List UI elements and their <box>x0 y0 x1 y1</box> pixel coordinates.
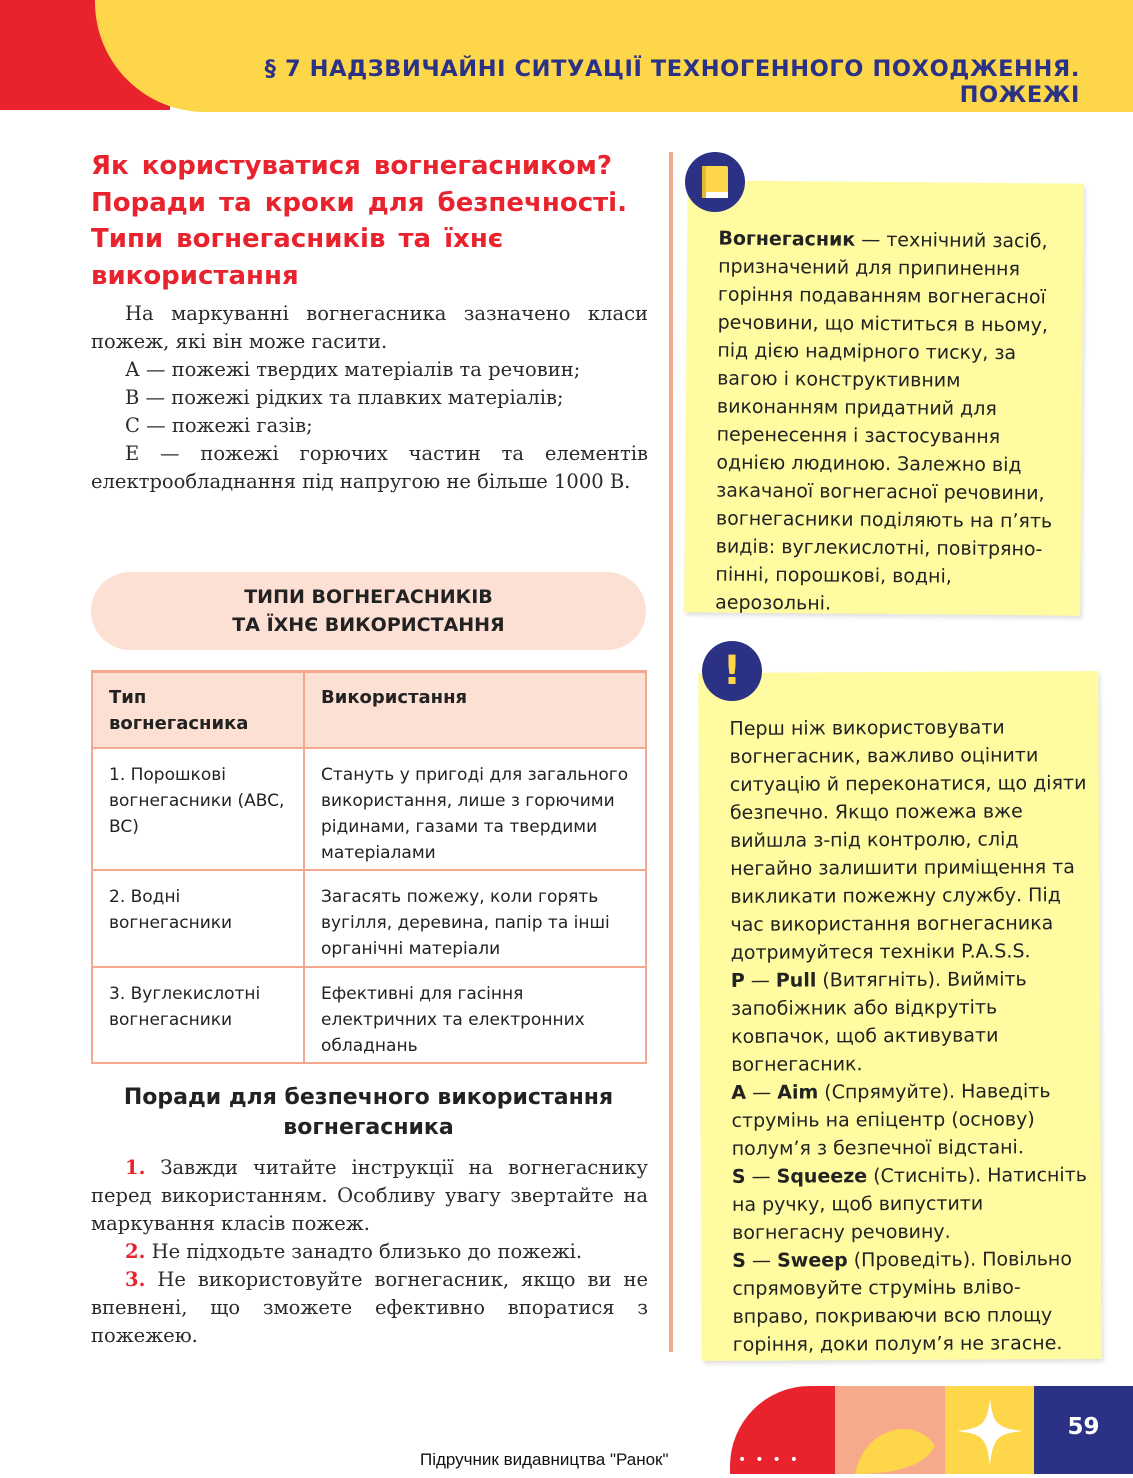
tips-list <box>91 1154 648 1350</box>
table-cell: 3. Вуглекислотні вогнегасники <box>92 967 304 1063</box>
warning-note <box>698 671 1102 1361</box>
heading-line: Як користуватися вогнегасником? <box>91 151 612 181</box>
pass-step: S — Squeeze (Стисніть). Натисніть на ручку, щоб випустити вогнегасну речовину. <box>731 1164 1088 1244</box>
class-item: Е — пожежі горючих частин та елементів електрообладнання під напругою не більше 1000 В. <box>91 442 648 493</box>
list-item <box>91 1266 648 1350</box>
chapter-title: § 7 НАДЗВИЧАЙНІ СИТУАЦІЇ ТЕХНОГЕННОГО ПОХОДЖЕННЯ. ПОЖЕЖІ <box>264 56 1080 108</box>
tip-text: Не підходьте занадто близько до пожежі. <box>151 1240 583 1263</box>
types-title-line: ТА ЇХНЄ ВИКОРИСТАННЯ <box>232 614 505 636</box>
table-row <box>92 870 646 967</box>
table-cell: 2. Водні вогнегасники <box>92 870 304 967</box>
sparkle-icon <box>945 1386 1035 1474</box>
fire-classes-text <box>91 300 648 496</box>
table-header-cell: Тип вогнегасника <box>92 672 304 749</box>
tip-text: Не використовуйте вогнегасник, якщо ви не впевнені, що зможете ефективно впоратися з пожежею. <box>91 1268 648 1347</box>
types-heading-box <box>91 572 646 650</box>
section-heading <box>91 148 651 294</box>
exclamation-icon: ! <box>702 641 762 701</box>
definition-text <box>715 225 1071 620</box>
heading-line: Типи вогнегасників та їхнє <box>91 224 504 254</box>
types-title-line: ТИПИ ВОГНЕГАСНИКІВ <box>244 586 493 608</box>
table-header-row <box>92 672 646 749</box>
warning-text <box>729 713 1089 1359</box>
definition-body: — технічний засіб, призначений для припинення горіння подаванням вогнегасної речовини, що міститься в ньому, під дією надмірного тиску, за вагою і конструктивним виконанням придатний для перенесення і застосування однією людиною. Залежно від закачаної вогнегасної речовини, вогнегасники поділяють на п’ять видів: вуглекислотні, повітряно-пінні, порошкові, водні, аерозольні. <box>715 228 1053 615</box>
definition-note <box>684 180 1084 615</box>
footer-star-block <box>945 1386 1035 1474</box>
page-number: 59 <box>1067 1414 1100 1440</box>
class-item: С — пожежі газів; <box>125 414 313 437</box>
tips-title: Поради для безпечного використання вогнегасника <box>123 1085 614 1140</box>
definition-term: Вогнегасник <box>718 227 856 251</box>
column-divider <box>669 152 673 1352</box>
list-item <box>91 1154 648 1238</box>
extinguisher-types-table <box>91 670 647 1064</box>
class-item: А — пожежі твердих матеріалів та речовин; <box>125 358 581 381</box>
publisher-credit: Підручник видавництва "Ранок" <box>420 1450 669 1469</box>
heading-line: Поради та кроки для безпечності. <box>91 187 627 218</box>
pass-step: A — Aim (Спрямуйте). Наведіть струмінь на епіцентр (основу) полум’я з безпечної відстані. <box>731 1080 1051 1160</box>
table-header-cell: Використання <box>304 672 646 749</box>
warning-intro: Перш ніж використовувати вогнегасник, важливо оцінити ситуацію й переконатися, що діяти безпечно. Якщо пожежа вже вийшла з-під контролю, слід негайно залишити приміщення та викликати пожежну службу. Під час використання вогнегасника дотримуйтеся техніки P.A.S.S. <box>729 716 1087 964</box>
table-cell: Стануть у пригоді для загального використання, лише з горючими рідинами, газами та твердими матеріалами <box>304 748 646 870</box>
table-row <box>92 967 646 1063</box>
pass-step: P — Pull (Витягніть). Вийміть запобіжник або відкрутіть ковпачок, щоб активувати вогнегасник. <box>730 968 1027 1076</box>
tip-number: 1. <box>125 1156 146 1179</box>
book-icon <box>685 152 745 212</box>
table-cell: 1. Порошкові вогнегасники (ABC, BC) <box>92 748 304 870</box>
tip-text: Завжди читайте інструкції на вогнегаснику перед використанням. Особливу увагу звертайте на маркування класів пожеж. <box>91 1156 649 1235</box>
class-item: В — пожежі рідких та плавких матеріалів; <box>125 386 564 409</box>
intro-paragraph: На маркуванні вогнегасника зазначено класи пожеж, які він може гасити. <box>91 302 648 353</box>
table-row <box>92 748 646 870</box>
list-item <box>91 1238 648 1266</box>
pass-step: S — Sweep (Проведіть). Повільно спрямовуйте струмінь вліво-вправо, покриваючи всю площу горіння, доки полум’я не згасне. <box>732 1248 1073 1356</box>
table-cell: Загасять пожежу, коли горять вугілля, деревина, папір та інші органічні матеріали <box>304 870 646 967</box>
heading-line: використання <box>91 260 299 291</box>
tip-number: 3. <box>125 1268 146 1291</box>
footer-peach-block <box>835 1386 947 1474</box>
table-cell: Ефективні для гасіння електричних та електронних обладнань <box>304 967 646 1063</box>
footer-dots: •••• <box>738 1452 808 1468</box>
tip-number: 2. <box>125 1240 146 1263</box>
